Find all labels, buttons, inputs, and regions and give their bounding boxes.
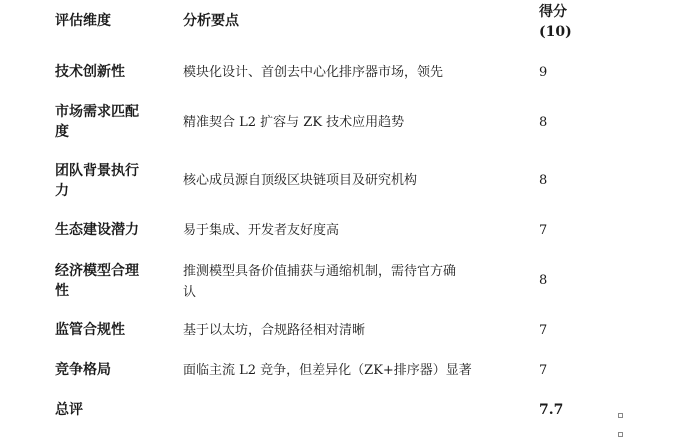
paragraph-mark: [618, 413, 623, 418]
row-dimension: 监管合规性: [55, 322, 125, 338]
row-analysis: 易于集成、开发者友好度高: [183, 223, 340, 238]
row-score: 7: [539, 223, 548, 238]
row-analysis: 推测模型具备价值捕获与通缩机制，需待官方确 认: [183, 264, 457, 300]
row-score: 7: [539, 363, 548, 378]
total-label: 总评: [55, 402, 83, 418]
row-analysis: 核心成员源自顶级区块链项目及研究机构: [183, 173, 418, 188]
row-analysis: 精准契合 L2 扩容与 ZK 技术应用趋势: [183, 115, 405, 130]
row-score: 9: [539, 65, 548, 80]
row-dimension: 市场需求匹配 度: [55, 104, 139, 140]
paragraph-mark: [618, 432, 623, 437]
header-dimension: 评估维度: [55, 13, 111, 29]
row-analysis: 基于以太坊，合规路径相对清晰: [183, 323, 366, 338]
total-score: 7.7: [539, 402, 564, 418]
row-score: 7: [539, 323, 548, 338]
row-analysis: 面临主流 L2 竞争，但差异化（ZK+排序器）显著: [183, 363, 472, 378]
header-score: 得分 (10): [539, 4, 572, 40]
row-dimension: 生态建设潜力: [55, 222, 139, 238]
row-score: 8: [539, 115, 548, 130]
row-dimension: 经济模型合理 性: [55, 263, 139, 299]
header-analysis: 分析要点: [183, 13, 239, 29]
row-dimension: 技术创新性: [55, 64, 125, 80]
row-analysis: 模块化设计、首创去中心化排序器市场，领先: [183, 65, 444, 80]
row-dimension: 竞争格局: [55, 362, 111, 378]
row-score: 8: [539, 273, 548, 288]
row-dimension: 团队背景执行 力: [55, 163, 139, 199]
row-score: 8: [539, 173, 548, 188]
